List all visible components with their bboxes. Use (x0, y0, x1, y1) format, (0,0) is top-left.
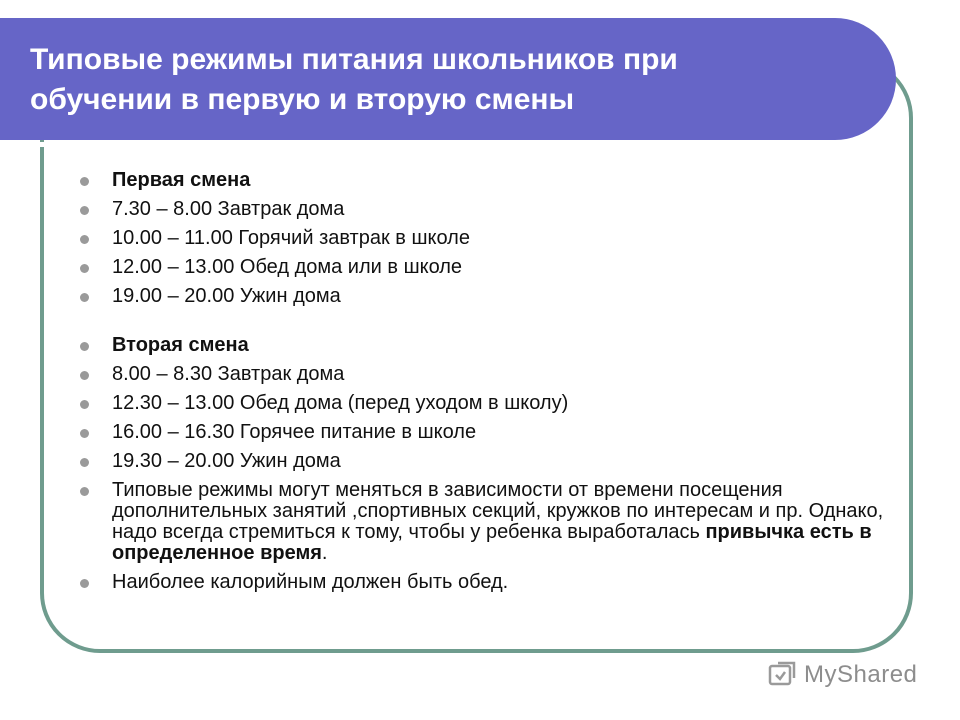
list-item: 7.30 – 8.00 Завтрак дома (80, 199, 910, 220)
watermark-text: MyShared (804, 661, 918, 688)
list-item: 16.00 – 16.30 Горячее питание в школе (80, 422, 910, 443)
list-item: Наиболее калорийным должен быть обед. (80, 572, 910, 593)
list-item: 19.30 – 20.00 Ужин дома (80, 451, 910, 472)
list-item: 12.30 – 13.00 Обед дома (перед уходом в школу) (80, 393, 910, 414)
note-emphasis: привычка есть в определенное время (112, 521, 872, 564)
list-item: 19.00 – 20.00 Ужин дома (80, 286, 910, 307)
list-item: 8.00 – 8.30 Завтрак дома (80, 364, 910, 385)
slide-title: Типовые режимы питания школьников при обучении в первую и вторую смены (30, 43, 678, 116)
note-item (80, 480, 910, 564)
title-bar (0, 18, 896, 140)
bullet-list (80, 170, 910, 601)
title-underline (0, 142, 848, 147)
watermark (768, 657, 917, 693)
list-item: 10.00 – 11.00 Горячий завтрак в школе (80, 228, 910, 249)
note-end: . (321, 542, 328, 564)
myshared-logo-icon (768, 660, 798, 690)
note-text: Типовые режимы могут меняться в зависимости от времени посещения дополнительных занятий ,спортивных секций, кружков по интересам и пр. Однако, надо всегда стремиться к тому, чтобы у ребенка выработалась (112, 479, 884, 543)
second-shift-header: Вторая смена (80, 335, 910, 356)
list-item: 12.00 – 13.00 Обед дома или в школе (80, 257, 910, 278)
first-shift-header: Первая смена (80, 170, 910, 191)
